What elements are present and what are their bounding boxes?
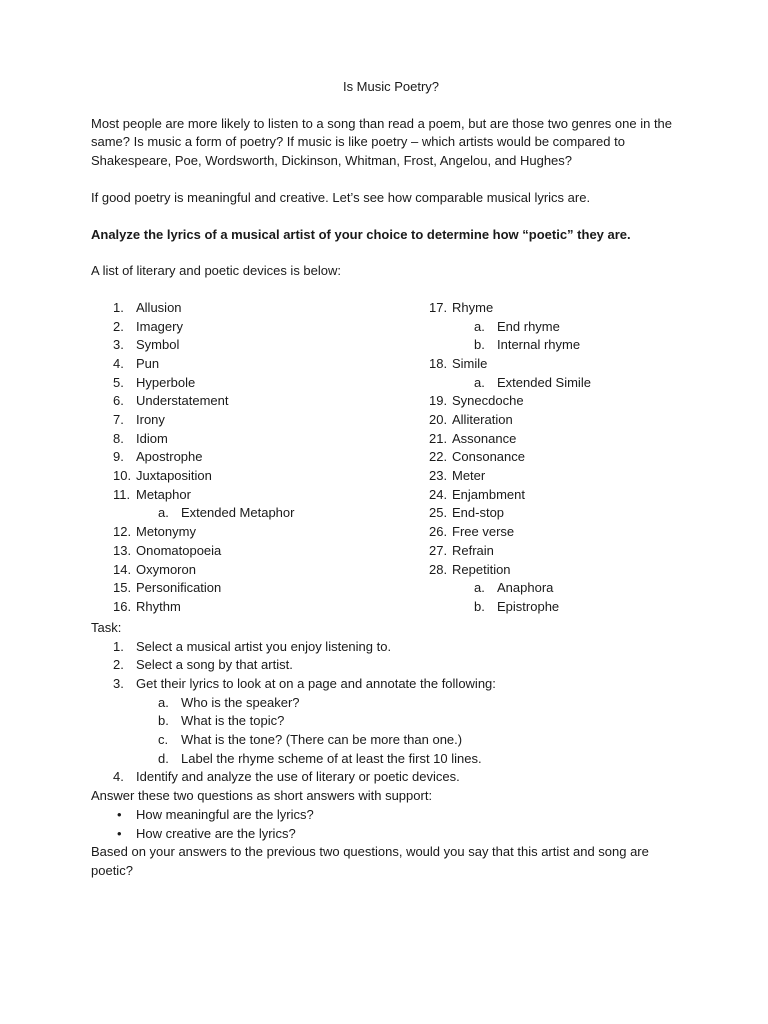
item-number: 18. — [429, 355, 448, 371]
item-letter: b. — [474, 337, 485, 353]
sub-list-item — [429, 374, 689, 393]
item-text: Enjambment — [452, 486, 525, 502]
item-number: 20. — [429, 412, 448, 428]
item-text: Metaphor — [136, 486, 191, 502]
item-number: 8. — [113, 430, 124, 446]
item-number: 24. — [429, 486, 448, 502]
item-text: Get their lyrics to look at on a page and annotate the following: — [136, 676, 496, 691]
answer-intro: Answer these two questions as short answers with support: — [91, 788, 433, 804]
sub-list-item — [113, 712, 691, 731]
list-item — [429, 542, 689, 561]
item-number: 3. — [113, 676, 124, 691]
item-letter: a. — [474, 374, 485, 390]
item-number: 6. — [113, 393, 124, 409]
item-number: 22. — [429, 449, 448, 465]
item-number: 25. — [429, 505, 448, 521]
list-item — [429, 411, 689, 430]
list-item — [113, 430, 413, 449]
item-number: 3. — [113, 337, 124, 353]
item-number: 12. — [113, 524, 132, 540]
item-number: 23. — [429, 468, 448, 484]
item-number: 19. — [429, 393, 448, 409]
item-number: 4. — [113, 769, 124, 785]
item-number: 4. — [113, 355, 124, 371]
item-text: Simile — [452, 355, 488, 371]
item-number: 26. — [429, 524, 448, 540]
sub-list-item — [113, 750, 691, 769]
item-letter: a. — [474, 318, 485, 334]
list-item — [113, 561, 413, 580]
item-text: Consonance — [452, 449, 525, 465]
list-item — [113, 411, 413, 430]
item-letter: a. — [474, 580, 485, 596]
list-item — [113, 768, 691, 787]
sub-list-item — [113, 504, 413, 523]
item-text: How meaningful are the lyrics? — [136, 806, 314, 822]
item-number: 14. — [113, 561, 132, 577]
item-number: 28. — [429, 561, 448, 577]
item-number: 2. — [113, 657, 124, 673]
page-title: Is Music Poetry? — [342, 79, 440, 94]
item-text: Rhyme — [452, 299, 494, 315]
bullet-icon: • — [117, 825, 122, 841]
list-item — [113, 656, 691, 675]
item-text: Pun — [136, 355, 160, 371]
item-text: How creative are the lyrics? — [136, 825, 296, 841]
document-page — [91, 78, 691, 881]
item-number: 27. — [429, 542, 448, 558]
item-number: 1. — [113, 299, 124, 315]
item-number: 16. — [113, 598, 132, 614]
item-number: 2. — [113, 318, 124, 334]
item-number: 1. — [113, 638, 124, 654]
item-letter: b. — [158, 713, 169, 729]
list-item — [113, 542, 413, 561]
item-text: End-stop — [452, 505, 505, 521]
list-item — [113, 392, 413, 411]
bullet-icon: • — [117, 806, 122, 822]
list-item — [113, 318, 413, 337]
list-item — [113, 355, 413, 374]
item-letter: d. — [158, 750, 169, 766]
list-item — [429, 430, 689, 449]
item-text: End rhyme — [497, 318, 560, 334]
item-text: Oxymoron — [136, 561, 196, 577]
list-item — [429, 467, 689, 486]
list-item — [113, 675, 691, 694]
list-item — [113, 486, 413, 505]
list-item — [429, 523, 689, 542]
item-text: Irony — [136, 412, 165, 428]
item-text: Meter — [452, 468, 486, 484]
question-list — [113, 806, 691, 843]
item-text: Imagery — [136, 318, 183, 334]
list-item — [429, 561, 689, 580]
list-item — [429, 392, 689, 411]
list-item — [429, 504, 689, 523]
item-text: Symbol — [136, 337, 180, 353]
item-text: What is the tone? (There can be more than one.) — [181, 732, 463, 748]
item-text: What is the topic? — [181, 713, 285, 729]
list-item — [113, 336, 413, 355]
item-text: Metonymy — [136, 524, 196, 540]
item-text: Synecdoche — [452, 393, 524, 409]
list-item — [113, 467, 413, 486]
item-text: Extended Metaphor — [181, 505, 295, 521]
item-text: Idiom — [136, 430, 168, 446]
intro-paragraph: Most people are more likely to listen to a song than read a poem, but are those two genres one in the same? Is music a form of poetry? If music is like poetry – which artists would be compared to Shakespeare, Poe, Wordsworth, Dickinson, Whitman, Frost, Angelou, and Hughes? — [91, 115, 673, 169]
item-letter: b. — [474, 598, 485, 614]
item-number: 17. — [429, 299, 448, 315]
item-text: Juxtaposition — [136, 468, 212, 484]
list-item — [113, 579, 413, 598]
item-text: Apostrophe — [136, 449, 203, 465]
item-text: Hyperbole — [136, 374, 196, 390]
instruction-paragraph: Analyze the lyrics of a musical artist of your choice to determine how “poetic” they are. — [91, 226, 631, 242]
item-number: 15. — [113, 580, 132, 596]
list-item — [113, 825, 691, 844]
sub-list-item — [429, 598, 689, 617]
item-text: Identify and analyze the use of literary or poetic devices. — [136, 769, 460, 785]
item-number: 10. — [113, 468, 132, 484]
item-number: 9. — [113, 449, 124, 465]
good-poetry-paragraph: If good poetry is meaningful and creative. Let’s see how comparable musical lyrics are. — [91, 189, 591, 205]
item-number: 21. — [429, 430, 448, 446]
item-text: Select a musical artist you enjoy listening to. — [136, 638, 392, 654]
item-text: Understatement — [136, 393, 229, 409]
sub-list-item — [113, 731, 691, 750]
sub-list-item — [429, 336, 689, 355]
item-text: Select a song by that artist. — [136, 657, 293, 673]
list-intro: A list of literary and poetic devices is below: — [91, 263, 342, 279]
item-letter: a. — [158, 505, 169, 521]
item-text: Refrain — [452, 542, 494, 558]
item-text: Allusion — [136, 299, 182, 315]
sub-list-item — [429, 579, 689, 598]
list-item — [113, 806, 691, 825]
list-item — [113, 448, 413, 467]
item-text: Personification — [136, 580, 222, 596]
item-number: 11. — [113, 486, 131, 502]
list-item — [113, 523, 413, 542]
item-text: Epistrophe — [497, 598, 560, 614]
task-label: Task: — [91, 619, 122, 635]
devices-list — [91, 299, 691, 619]
item-number: 7. — [113, 412, 124, 428]
item-text: Extended Simile — [497, 374, 591, 390]
conclusion-paragraph: Based on your answers to the previous two questions, would you say that this artist and song are poetic? — [91, 844, 649, 878]
item-text: Rhythm — [136, 598, 181, 614]
item-text: Repetition — [452, 561, 511, 577]
list-item — [113, 598, 413, 617]
list-item — [113, 374, 413, 393]
list-item — [113, 299, 413, 318]
item-text: Label the rhyme scheme of at least the first 10 lines. — [181, 750, 482, 766]
item-text: Onomatopoeia — [136, 542, 222, 558]
sub-list-item — [113, 694, 691, 713]
devices-left-column — [113, 299, 413, 617]
item-text: Anaphora — [497, 580, 554, 596]
task-list — [113, 638, 691, 788]
item-letter: c. — [158, 732, 169, 748]
list-item — [429, 486, 689, 505]
list-item — [429, 448, 689, 467]
list-item — [429, 355, 689, 374]
item-number: 5. — [113, 374, 124, 390]
item-text: Internal rhyme — [497, 337, 581, 353]
item-number: 13. — [113, 542, 132, 558]
devices-right-column — [429, 299, 689, 617]
list-item — [113, 638, 691, 657]
item-text: Free verse — [452, 524, 515, 540]
item-text: Assonance — [452, 430, 517, 446]
sub-list-item — [429, 318, 689, 337]
item-letter: a. — [158, 694, 169, 710]
item-text: Who is the speaker? — [181, 694, 300, 710]
list-item — [429, 299, 689, 318]
item-text: Alliteration — [452, 412, 513, 428]
